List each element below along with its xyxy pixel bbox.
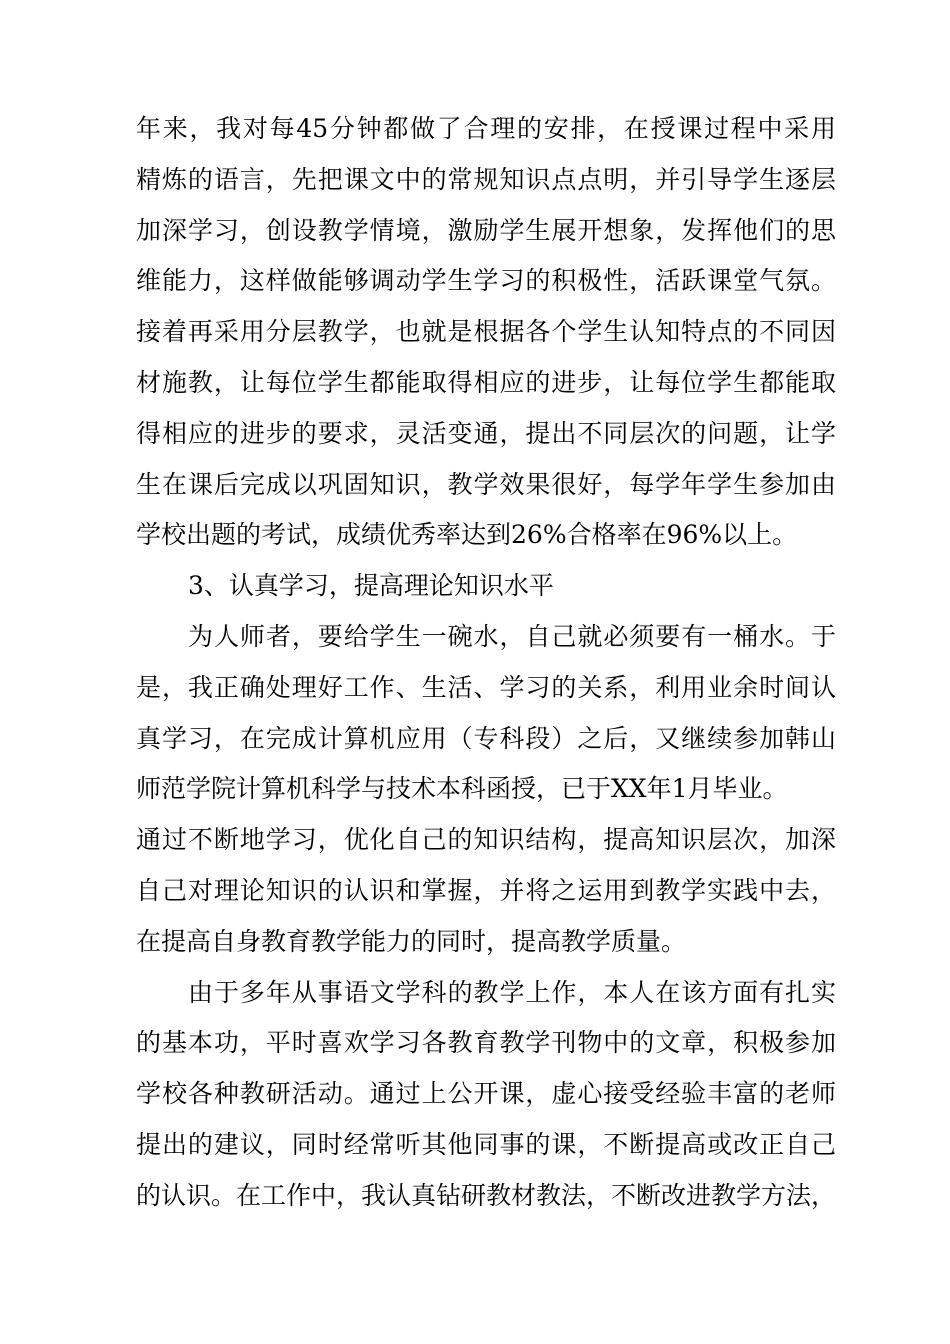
text-line: 师范学院计算机科学与技术本科函授，已于XX年1月毕业。 <box>136 774 788 804</box>
text-line: 为人师者，要给学生一碗水，自己就必须要有一桶水。于 <box>188 621 836 651</box>
text-line: 维能力，这样做能够调动学生学习的积极性，活跃课堂气氛。 <box>136 266 836 296</box>
text-line: 提出的建议，同时经常听其他同事的课，不断提高或改正自己 <box>136 1129 836 1159</box>
text-line: 通过不断地学习，优化自己的知识结构，提高知识层次，加深 <box>136 825 836 855</box>
text-line: 由于多年从事语文学科的教学上作，本人在该方面有扎实 <box>188 977 836 1007</box>
text-line: 真学习，在完成计算机应用（专科段）之后，又继续参加韩山 <box>136 723 836 753</box>
text-line: 接着再采用分层教学，也就是根据各个学生认知特点的不同因 <box>136 317 836 347</box>
text-line: 精炼的语言，先把课文中的常规知识点点明，并引导学生逐层 <box>136 164 836 194</box>
text-line: 生在课后完成以巩固知识，教学效果很好，每学年学生参加由 <box>136 469 836 499</box>
text-line: 在提高自身教育教学能力的同时，提高教学质量。 <box>136 926 687 956</box>
text-line: 是，我正确处理好工作、生活、学习的关系，利用业余时间认 <box>136 672 836 702</box>
text-line: 年来，我对每45分钟都做了合理的安排，在授课过程中采用 <box>136 114 836 143</box>
text-line: 的基本功，平时喜欢学习各教育教学刊物中的文章，积极参加 <box>136 1028 836 1058</box>
text-line: 的认识。在工作中，我认真钻研教材教法，不断改进教学方法， <box>136 1180 837 1210</box>
section-heading: 3、认真学习，提高理论知识水平 <box>188 571 554 601</box>
body-text <box>136 104 836 1222</box>
text-line: 加深学习，创设教学情境，激励学生展开想象，发挥他们的思 <box>136 215 836 245</box>
text-line: 学校出题的考试，成绩优秀率达到26%合格率在96%以上。 <box>136 520 798 550</box>
text-line: 材施教，让每位学生都能取得相应的进步，让每位学生都能取 <box>136 367 836 397</box>
text-line: 自己对理论知识的认识和掌握，并将之运用到教学实践中去， <box>136 875 836 905</box>
text-line: 得相应的进步的要求，灵活变通，提出不同层次的问题，让学 <box>136 418 836 448</box>
text-line: 学校各种教研活动。通过上公开课，虚心接受经验丰富的老师 <box>136 1079 836 1109</box>
